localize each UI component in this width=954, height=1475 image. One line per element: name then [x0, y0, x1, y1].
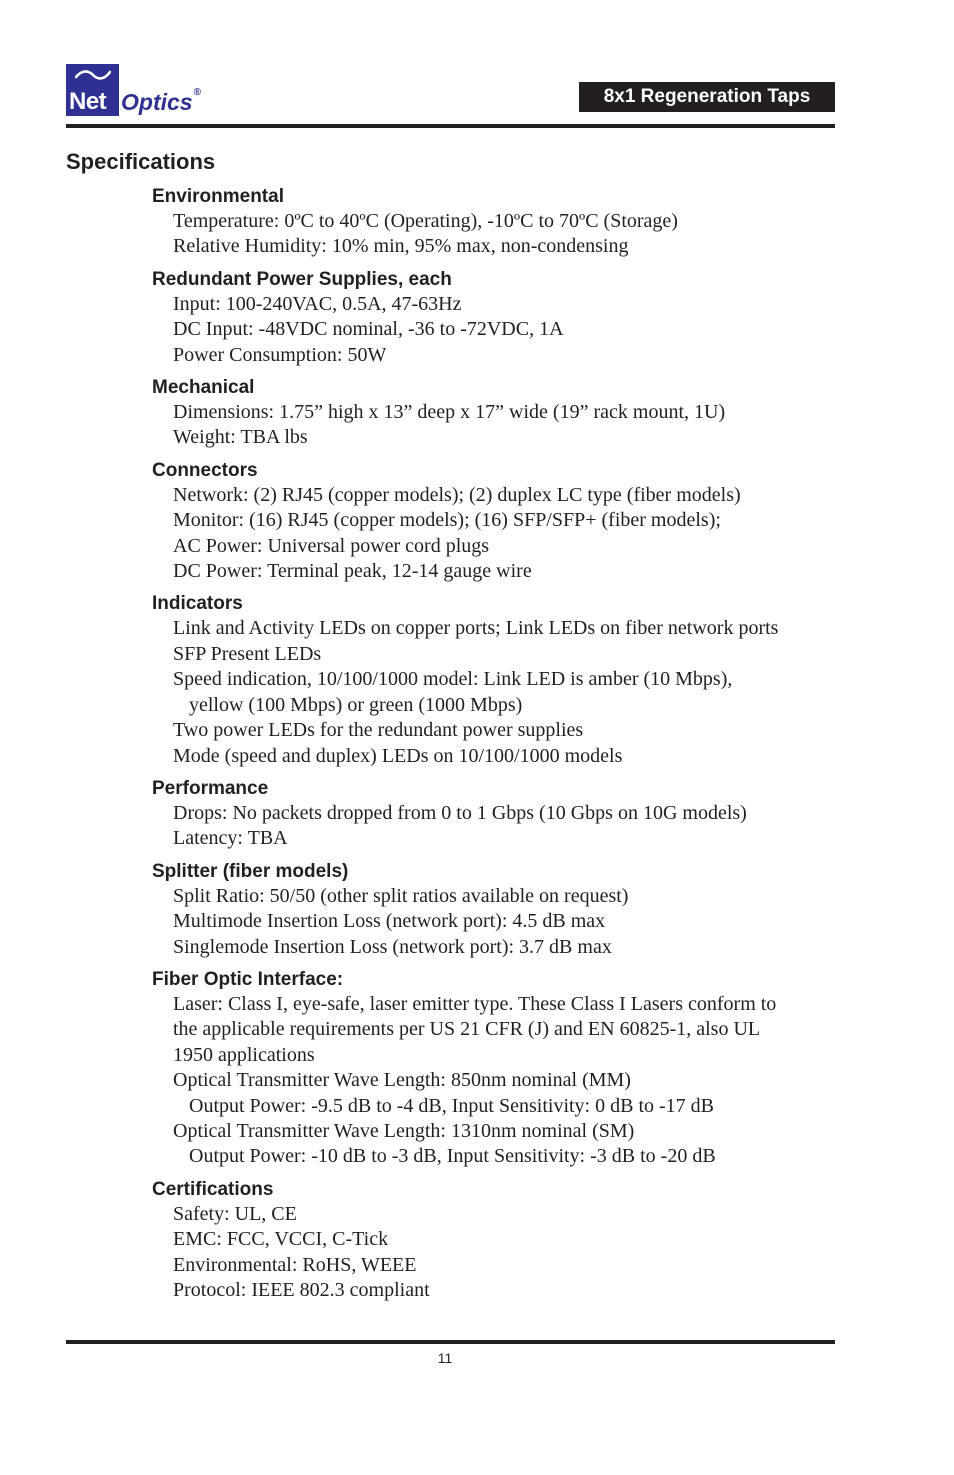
spec-line: Split Ratio: 50/50 (other split ratios available on request)	[173, 884, 629, 907]
section-title: Certifications	[152, 1178, 274, 1200]
spec-line: Drops: No packets dropped from 0 to 1 Gbps (10 Gbps on 10G models)	[173, 801, 747, 824]
wave-icon	[75, 69, 111, 81]
section-fiber-optic-interface	[152, 967, 852, 1170]
header-divider	[66, 124, 835, 128]
spec-line: Link and Activity LEDs on copper ports; Link LEDs on fiber network ports	[173, 617, 779, 640]
section-title: Redundant Power Supplies, each	[152, 268, 452, 290]
spec-line: 1950 applications	[173, 1043, 315, 1066]
section-connectors	[152, 458, 852, 585]
section-certifications	[152, 1177, 852, 1304]
section-title: Fiber Optic Interface:	[152, 968, 344, 990]
section-title: Mechanical	[152, 377, 255, 399]
footer-divider	[66, 1340, 835, 1344]
spec-line-continuation: yellow (100 Mbps) or green (1000 Mbps)	[189, 693, 523, 716]
section-indicators	[152, 591, 852, 768]
spec-line: Mode (speed and duplex) LEDs on 10/100/1000 models	[173, 744, 623, 767]
spec-line: SFP Present LEDs	[173, 642, 322, 665]
page-number: 11	[437, 1350, 453, 1366]
spec-line: Dimensions: 1.75” high x 13” deep x 17” wide (19” rack mount, 1U)	[173, 401, 726, 424]
section-title: Connectors	[152, 459, 258, 481]
spec-line: AC Power: Universal power cord plugs	[173, 534, 490, 557]
spec-line: Speed indication, 10/100/1000 model: Link LED is amber (10 Mbps),	[173, 668, 733, 691]
section-power-supplies	[152, 267, 852, 368]
section-performance	[152, 776, 852, 852]
spec-line: Optical Transmitter Wave Length: 1310nm nominal (SM)	[173, 1119, 635, 1142]
section-title: Splitter (fiber models)	[152, 860, 349, 882]
section-title: Indicators	[152, 593, 243, 615]
logo-box	[66, 64, 119, 116]
spec-line: Optical Transmitter Wave Length: 850nm nominal (MM)	[173, 1069, 631, 1092]
spec-line: Input: 100-240VAC, 0.5A, 47-63Hz	[173, 292, 462, 315]
section-mechanical	[152, 375, 852, 451]
spec-line: Protocol: IEEE 802.3 compliant	[173, 1279, 430, 1301]
spec-line-indented: Output Power: -10 dB to -3 dB, Input Sensitivity: -3 dB to -20 dB	[189, 1145, 716, 1168]
spec-line: Network: (2) RJ45 (copper models); (2) duplex LC type (fiber models)	[173, 483, 741, 506]
spec-line: Multimode Insertion Loss (network port): 4.5 dB max	[173, 910, 606, 933]
logo-text-net: Net	[69, 88, 107, 115]
spec-line: Latency: TBA	[173, 827, 288, 850]
spec-line: Monitor: (16) RJ45 (copper models); (16) SFP/SFP+ (fiber models);	[173, 509, 721, 532]
spec-line: the applicable requirements per US 21 CFR (J) and EN 60825-1, also UL	[173, 1018, 761, 1041]
spec-line: Two power LEDs for the redundant power supplies	[173, 719, 584, 742]
product-tag: 8x1 Regeneration Taps	[579, 82, 835, 112]
spec-line: DC Power: Terminal peak, 12-14 gauge wire	[173, 560, 532, 583]
logo-text-optics: Optics®	[121, 87, 201, 115]
spec-line: Environmental: RoHS, WEEE	[173, 1253, 417, 1276]
spec-line: EMC: FCC, VCCI, C-Tick	[173, 1228, 389, 1251]
section-title: Performance	[152, 777, 269, 799]
spec-line: Power Consumption: 50W	[173, 343, 387, 366]
page-title: Specifications	[66, 149, 216, 174]
section-title: Environmental	[152, 186, 284, 207]
spec-line: Safety: UL, CE	[173, 1202, 297, 1225]
spec-line: DC Input: -48VDC nominal, -36 to -72VDC, 1A	[173, 318, 564, 341]
specifications-list	[152, 184, 852, 1310]
section-splitter	[152, 859, 852, 960]
spec-line: Singlemode Insertion Loss (network port): 3.7 dB max	[173, 935, 612, 958]
spec-line: Weight: TBA lbs	[173, 426, 308, 449]
spec-line-indented: Output Power: -9.5 dB to -4 dB, Input Sensitivity: 0 dB to -17 dB	[189, 1094, 715, 1117]
spec-line: Laser: Class I, eye-safe, laser emitter type. These Class I Lasers conform to	[173, 992, 777, 1015]
spec-line: Temperature: 0ºC to 40ºC (Operating), -10ºC to 70ºC (Storage)	[173, 210, 678, 232]
spec-line: Relative Humidity: 10% min, 95% max, non-condensing	[173, 235, 629, 258]
section-environmental	[152, 184, 852, 260]
registered-mark: ®	[193, 87, 201, 98]
